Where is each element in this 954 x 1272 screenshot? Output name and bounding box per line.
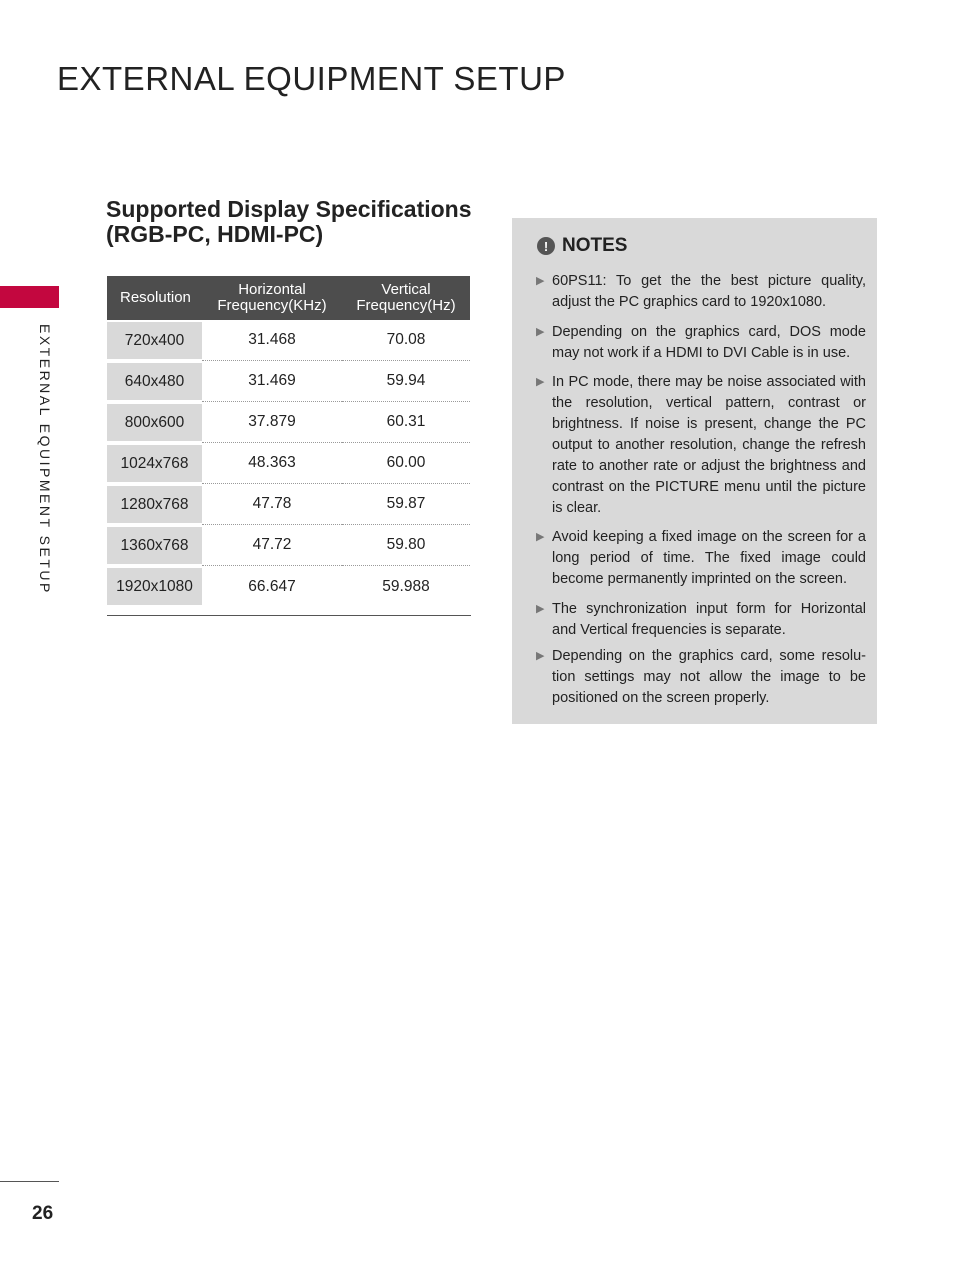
section-title-line2: (RGB-PC, HDMI-PC) [106, 221, 324, 247]
header-horizontal-frequency [202, 276, 342, 320]
table-row [107, 525, 470, 566]
cell-vertical-frequency: 70.08 [342, 320, 470, 361]
side-section-label: EXTERNAL EQUIPMENT SETUP [37, 324, 53, 595]
section-tab-marker [0, 286, 59, 308]
header-horizontal-line2: Frequency(KHz) [217, 297, 327, 314]
notes-heading-label: NOTES [562, 235, 628, 256]
cell-horizontal-frequency: 48.363 [202, 443, 342, 484]
note-item [536, 372, 866, 519]
cell-horizontal-frequency: 47.72 [202, 525, 342, 566]
cell-resolution: 1360x768 [107, 527, 202, 564]
cell-vertical-frequency: 59.80 [342, 525, 470, 566]
table-body [107, 320, 470, 607]
cell-horizontal-frequency: 37.879 [202, 402, 342, 443]
cell-vertical-frequency: 59.988 [382, 577, 430, 595]
note-text: Depending on the graphics card, DOS mode may not work if a HDMI to DVI Cable is in use. [552, 324, 866, 361]
notes-heading [537, 235, 627, 257]
cell-horizontal-frequency: 47.78 [202, 484, 342, 525]
cell-resolution: 1024x768 [107, 445, 202, 482]
bullet-arrow-icon: ▶ [536, 275, 545, 287]
table-row [107, 402, 470, 443]
page-number: 26 [32, 1203, 54, 1224]
cell-horizontal-frequency: 31.469 [202, 361, 342, 402]
table-row [107, 443, 470, 484]
cell-resolution: 720x400 [107, 322, 202, 359]
display-spec-table [107, 276, 470, 607]
bullet-arrow-icon: ▶ [536, 531, 545, 543]
bullet-arrow-icon: ▶ [536, 326, 545, 338]
table-row [107, 484, 470, 525]
cell-vertical-frequency: 60.00 [342, 443, 470, 484]
header-vertical-line1: Vertical [381, 281, 431, 298]
table-row [107, 320, 470, 361]
bullet-arrow-icon: ▶ [536, 650, 545, 662]
note-item [536, 646, 866, 709]
bullet-arrow-icon: ▶ [536, 376, 545, 388]
cell-horizontal-frequency: 66.647 [248, 577, 296, 595]
note-item [536, 599, 866, 641]
cell-vertical-frequency: 59.94 [342, 361, 470, 402]
note-text: 60PS11: To get the the best picture quality, adjust the PC graphics card to 1920x1080. [552, 273, 866, 310]
table-bottom-rule [107, 615, 471, 616]
note-item [536, 271, 866, 313]
cell-vertical-frequency: 59.87 [342, 484, 470, 525]
header-resolution: Resolution [120, 289, 191, 306]
cell-vertical-frequency: 60.31 [342, 402, 470, 443]
note-item [536, 527, 866, 590]
page-title: EXTERNAL EQUIPMENT SETUP [57, 60, 566, 97]
cell-resolution: 1920x1080 [107, 568, 202, 605]
note-text: The synchronization input form for Horizontal and Vertical frequencies is separate. [552, 601, 866, 638]
table-row [107, 566, 470, 607]
cell-horizontal-frequency: 31.468 [202, 320, 342, 361]
header-vertical-frequency [342, 276, 470, 320]
cell-resolution: 640x480 [107, 363, 202, 400]
note-text: Depending on the graphics card, some resolu-tion settings may not allow the image to be positioned on the screen properly. [552, 648, 866, 706]
bullet-arrow-icon: ▶ [536, 603, 545, 615]
table-header [107, 276, 470, 320]
footer-rule [0, 1181, 59, 1182]
alert-icon: ! [537, 237, 555, 255]
note-text: Avoid keeping a fixed image on the screen for a long period of time. The fixed image could become permanently imprinted on the screen. [552, 529, 866, 587]
header-vertical-line2: Frequency(Hz) [356, 297, 456, 314]
section-title [106, 197, 472, 247]
cell-resolution: 800x600 [107, 404, 202, 441]
header-horizontal-line1: Horizontal [238, 281, 306, 298]
note-item [536, 322, 866, 364]
cell-resolution: 1280x768 [107, 486, 202, 523]
note-text: In PC mode, there may be noise associated with the resolution, vertical pattern, contrast or brightness. If noise is present, change the PC output to another resolution, change the refresh rate to another rate or adjust the brightness and contrast on the PICTURE menu until the picture is clear. [552, 374, 866, 516]
table-row [107, 361, 470, 402]
section-title-line1: Supported Display Specifications [106, 196, 472, 222]
